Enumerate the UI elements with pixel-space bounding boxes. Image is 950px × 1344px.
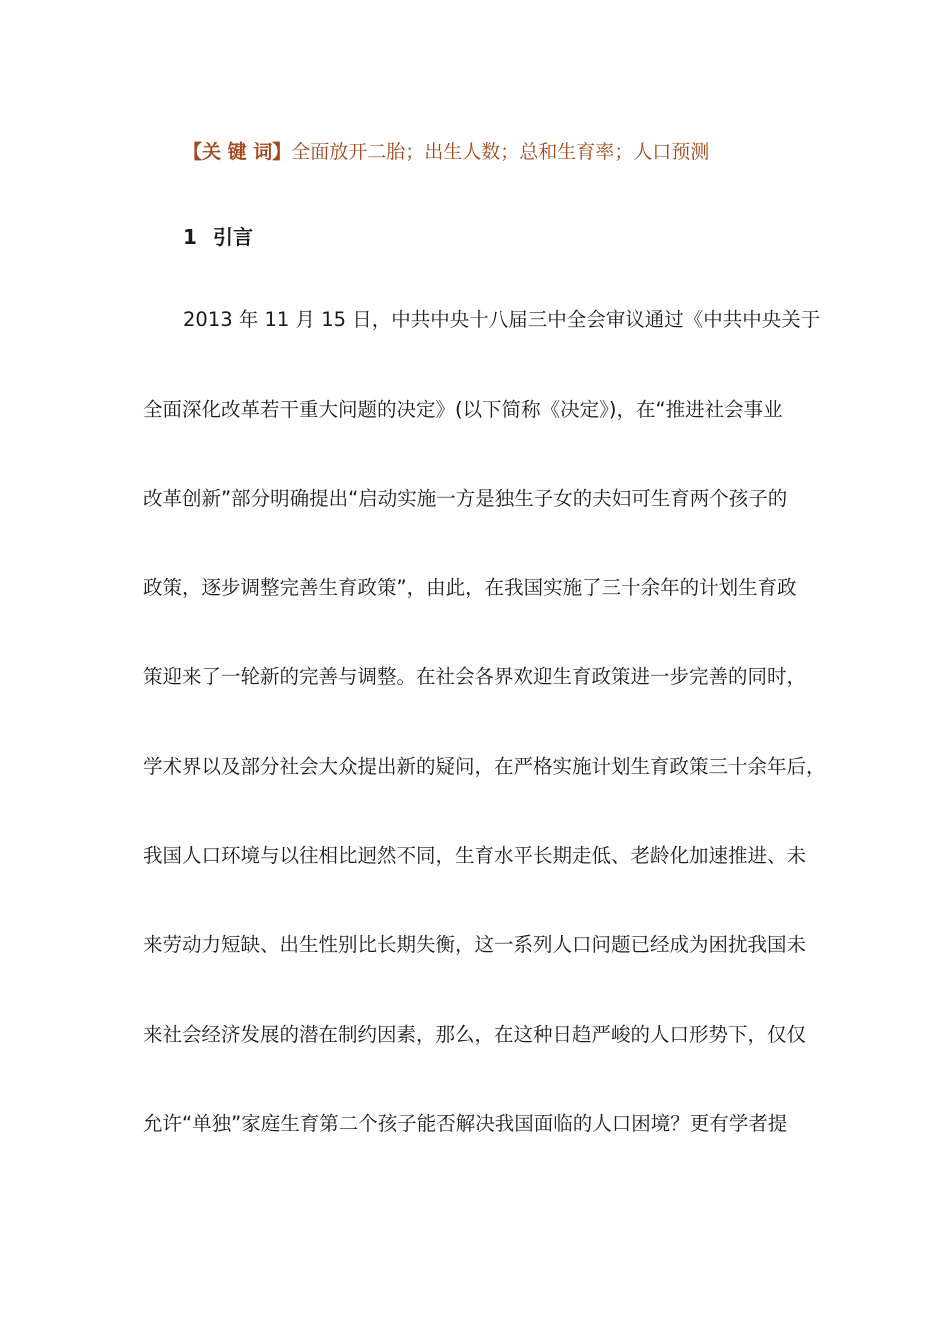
paragraph-line: 策迎来了一轮新的完善与调整。在社会各界欢迎生育政策进一步完善的同时，: [143, 665, 807, 688]
keywords-label: 【关 键 词】: [183, 141, 292, 163]
paragraph-line: 全面深化改革若干重大问题的决定》(以下简称《决定》)，在“推进社会事业: [143, 398, 783, 421]
paragraph-line: 政策，逐步调整完善生育政策”，由此，在我国实施了三十余年的计划生育政: [143, 576, 797, 599]
paragraph-line: 改革创新”部分明确提出“启动实施一方是独生子女的夫妇可生育两个孩子的: [143, 487, 788, 510]
section-title: 引言: [213, 225, 253, 249]
paragraph-line: 来社会经济发展的潜在制约因素，那么，在这种日趋严峻的人口形势下，仅仅: [143, 1023, 807, 1046]
paragraph-line: 来劳动力短缺、出生性别比长期失衡，这一系列人口问题已经成为困扰我国未: [143, 933, 807, 956]
paragraph-line: 我国人口环境与以往相比迥然不同，生育水平长期走低、老龄化加速推进、未: [143, 844, 807, 867]
keywords-text: 全面放开二胎；出生人数；总和生育率；人口预测: [291, 141, 710, 163]
keywords-line: [183, 138, 709, 166]
section-heading: [183, 223, 253, 251]
section-number: 1: [183, 225, 197, 249]
paragraph-line: 学术界以及部分社会大众提出新的疑问，在严格实施计划生育政策三十余年后，: [143, 755, 826, 778]
paragraph-line: 允许“单独”家庭生育第二个孩子能否解决我国面临的人口困境？更有学者提: [143, 1112, 788, 1135]
paragraph-line: 2013 年 11 月 15 日，中共中央十八届三中全会审议通过《中共中央关于: [183, 308, 821, 331]
